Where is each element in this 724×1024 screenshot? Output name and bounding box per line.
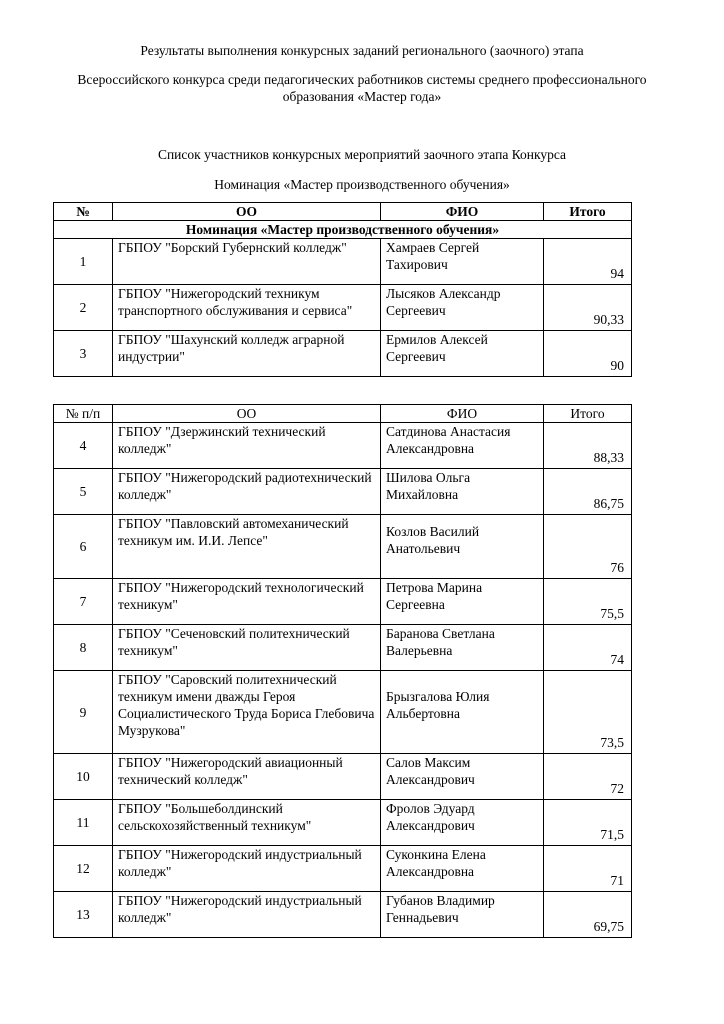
nomination-cell: Номинация «Мастер производственного обучения»	[54, 221, 632, 239]
row-fio: Суконкина Елена Александровна	[381, 846, 544, 892]
row-number: 3	[54, 331, 113, 377]
row-org: ГБПОУ "Нижегородский индустриальный колледж"	[113, 846, 381, 892]
row-score: 71	[544, 846, 632, 892]
row-fio: Баранова Светлана Валерьевна	[381, 625, 544, 671]
row-org: ГБПОУ "Шахунский колледж аграрной индустрии"	[113, 331, 381, 377]
row-number: 1	[54, 239, 113, 285]
row-score: 76	[544, 515, 632, 579]
table-1-header	[54, 203, 632, 221]
results-table-1	[53, 202, 632, 377]
row-fio: Хамраев Сергей Тахирович	[381, 239, 544, 285]
row-fio: Лысяков Александр Сергеевич	[381, 285, 544, 331]
row-fio: Салов Максим Александрович	[381, 754, 544, 800]
col-org: ОО	[113, 203, 381, 221]
col-fio: ФИО	[381, 203, 544, 221]
table-row	[54, 239, 632, 285]
nomination-row	[54, 221, 632, 239]
table-row	[54, 754, 632, 800]
row-org: ГБПОУ "Нижегородский индустриальный колледж"	[113, 892, 381, 938]
results-table-2	[53, 404, 632, 938]
row-score: 75,5	[544, 579, 632, 625]
row-number: 10	[54, 754, 113, 800]
row-number: 6	[54, 515, 113, 579]
row-score: 90,33	[544, 285, 632, 331]
table-row	[54, 423, 632, 469]
row-number: 11	[54, 800, 113, 846]
row-score: 69,75	[544, 892, 632, 938]
title-line-1: Результаты выполнения конкурсных заданий регионального (заочного) этапа	[140, 43, 584, 58]
table-row	[54, 846, 632, 892]
table-row	[54, 285, 632, 331]
row-fio: Шилова Ольга Михайловна	[381, 469, 544, 515]
nomination-heading: Номинация «Мастер производственного обучения»	[214, 177, 510, 192]
row-org: ГБПОУ "Сеченовский политехнический техникум"	[113, 625, 381, 671]
table-row	[54, 469, 632, 515]
row-fio: Козлов Василий Анатольевич	[381, 515, 544, 579]
table-row	[54, 671, 632, 754]
row-org: ГБПОУ "Дзержинский технический колледж"	[113, 423, 381, 469]
row-number: 9	[54, 671, 113, 754]
row-org: ГБПОУ "Нижегородский авиационный технический колледж"	[113, 754, 381, 800]
row-org: ГБПОУ "Нижегородский технологический техникум"	[113, 579, 381, 625]
table-row	[54, 800, 632, 846]
row-org: ГБПОУ "Нижегородский радиотехнический колледж"	[113, 469, 381, 515]
row-org: ГБПОУ "Большеболдинский сельскохозяйственный техникум"	[113, 800, 381, 846]
row-org: ГБПОУ "Нижегородский техникум транспортного обслуживания и сервиса"	[113, 285, 381, 331]
table-row	[54, 579, 632, 625]
col-total: Итого	[544, 405, 632, 423]
table-row	[54, 892, 632, 938]
row-fio: Губанов Владимир Геннадьевич	[381, 892, 544, 938]
col-number: №	[54, 203, 113, 221]
row-score: 90	[544, 331, 632, 377]
row-fio: Фролов Эдуард Александрович	[381, 800, 544, 846]
title-line-2: Всероссийского конкурса среди педагогических работников системы среднего профессионального	[77, 72, 647, 87]
row-number: 12	[54, 846, 113, 892]
row-score: 94	[544, 239, 632, 285]
row-number: 4	[54, 423, 113, 469]
row-number: 2	[54, 285, 113, 331]
row-number: 13	[54, 892, 113, 938]
subtitle: Список участников конкурсных мероприятий заочного этапа Конкурса	[157, 147, 567, 162]
row-score: 88,33	[544, 423, 632, 469]
row-score: 74	[544, 625, 632, 671]
row-fio: Петрова Марина Сергеевна	[381, 579, 544, 625]
row-org: ГБПОУ "Павловский автомеханический техникум им. И.И. Лепсе"	[113, 515, 381, 579]
col-org: ОО	[113, 405, 381, 423]
row-fio: Ермилов Алексей Сергеевич	[381, 331, 544, 377]
col-number: № п/п	[54, 405, 113, 423]
row-fio: Сатдинова Анастасия Александровна	[381, 423, 544, 469]
row-number: 5	[54, 469, 113, 515]
table-row	[54, 625, 632, 671]
col-total: Итого	[544, 203, 632, 221]
row-number: 8	[54, 625, 113, 671]
table-2-header	[54, 405, 632, 423]
row-score: 71,5	[544, 800, 632, 846]
table-row	[54, 515, 632, 579]
row-org: ГБПОУ "Саровский политехнический техникум имени дважды Героя Социалистического Труда Бориса Глебовича Музрукова"	[113, 671, 381, 754]
row-org: ГБПОУ "Борский Губернский колледж"	[113, 239, 381, 285]
row-fio: Брызгалова Юлия Альбертовна	[381, 671, 544, 754]
col-fio: ФИО	[381, 405, 544, 423]
table-row	[54, 331, 632, 377]
row-score: 73,5	[544, 671, 632, 754]
row-score: 86,75	[544, 469, 632, 515]
title-line-3: образования «Мастер года»	[282, 89, 442, 104]
row-score: 72	[544, 754, 632, 800]
row-number: 7	[54, 579, 113, 625]
